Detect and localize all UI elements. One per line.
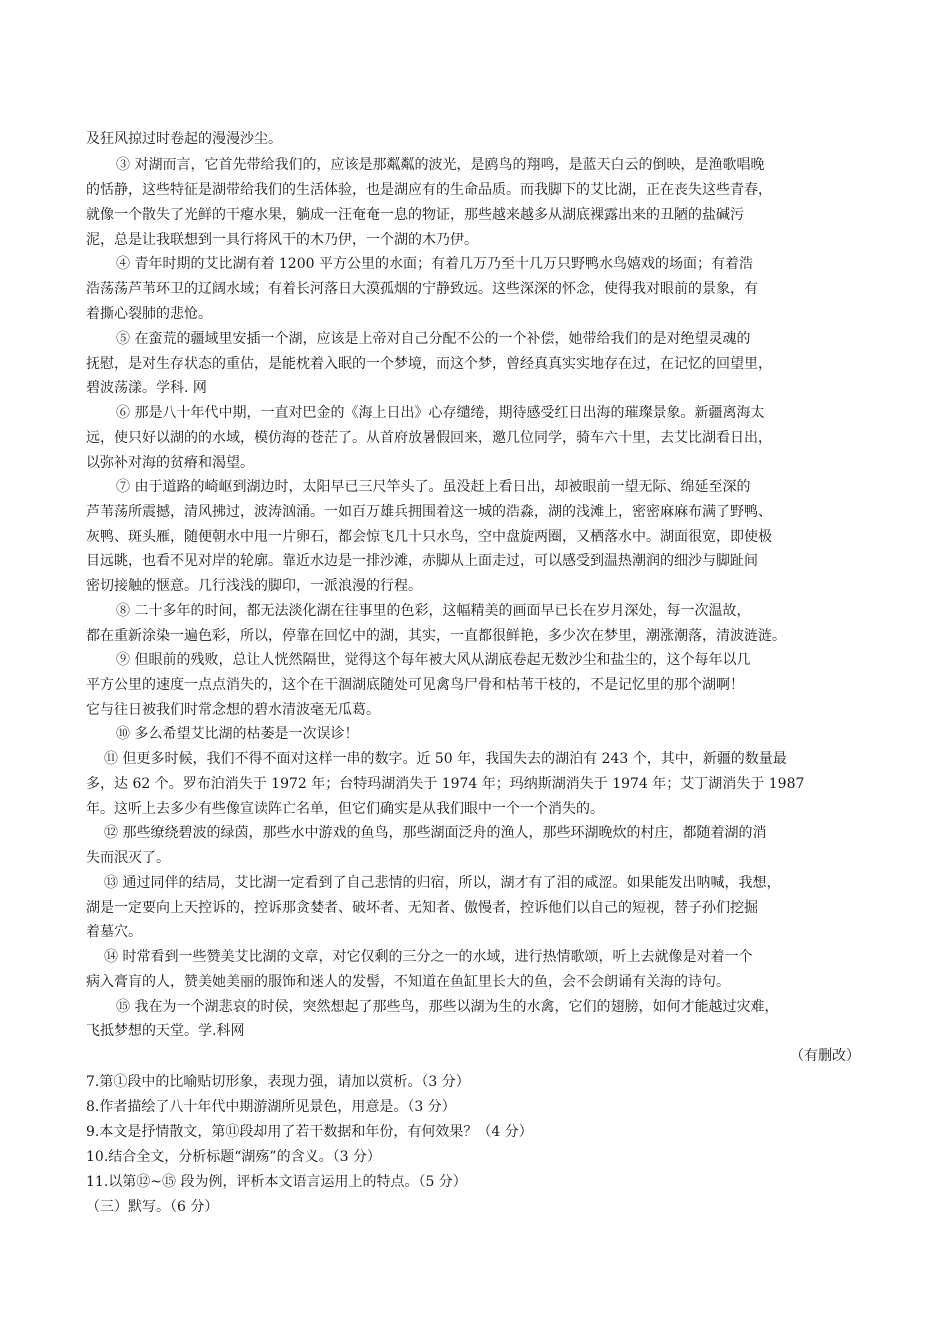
text-line: 都在重新涂染一遍色彩，所以，停靠在回忆中的湖，其实，一直都很鲜艳，多少次在梦里，潮涨潮落，清波涟涟。 xyxy=(86,628,786,644)
text-line: 及狂风掠过时卷起的漫漫沙尘。 xyxy=(86,131,282,147)
question-10: 10.结合全文，分析标题“湖殇”的含义。（3 分） xyxy=(86,1149,381,1165)
text-line: ⑨ 但眼前的残败，总让人恍然隔世，觉得这个每年被大风从湖底卷起无数沙尘和盐尘的，这个每年以几 xyxy=(116,652,751,668)
text-line: 以弥补对海的贫瘠和渴望。 xyxy=(86,455,254,471)
text-line: 浩荡荡芦苇环卫的辽阔水域；有着长河落日大漠孤烟的宁静致远。这些深深的怀念，使得我对眼前的景象，有 xyxy=(86,281,758,297)
text-line: ⑦ 由于道路的崎岖到湖边时，太阳早已三尺竿头了。虽没赶上看日出，却被眼前一望无际、绵延至深的 xyxy=(116,479,751,495)
text-line: ⑤ 在蛮荒的疆域里安插一个湖，应该是上帝对自己分配不公的一个补偿，她带给我们的是对绝望灵魂的 xyxy=(116,331,751,347)
text-line: 年。这听上去多少有些像宣读阵亡名单，但它们确实是从我们眼中一个一个消失的。 xyxy=(86,801,604,817)
question-8: 8.作者描绘了八十年代中期游湖所见景色，用意是。（3 分） xyxy=(86,1099,456,1115)
text-line: 就像一个散失了光鲜的干瘪水果，躺成一汪奄奄一息的物证，那些越来越多从湖底裸露出来的丑陋的盐碱污 xyxy=(86,207,744,223)
text-line: ⑧ 二十多年的时间，都无法淡化湖在往事里的色彩，这幅精美的画面早已长在岁月深处，每一次温故， xyxy=(116,603,751,619)
question-11: 11.以第⑫~⑮ 段为例，评析本文语言运用上的特点。（5 分） xyxy=(86,1174,467,1190)
text-line: 碧波荡漾。学科. 网 xyxy=(86,380,207,396)
text-line: 病入膏肓的人，赞美她美丽的服饰和迷人的发髻，不知道在鱼缸里长大的鱼，会不会朗诵有关海的诗句。 xyxy=(86,974,730,990)
text-line: ④ 青年时期的艾比湖有着 1200 平方公里的水面；有着几万乃至十几万只野鸭水鸟嬉戏的场面；有着浩 xyxy=(116,256,753,272)
text-line: ⑩ 多么希望艾比湖的枯萎是一次误诊！ xyxy=(116,726,359,742)
text-line: ⑬ 通过同伴的结局，艾比湖一定看到了自己悲情的归宿，所以，湖才有了泪的咸涩。如果能发出呐喊，我想， xyxy=(104,875,781,891)
text-line: 失而泯灭了。 xyxy=(86,850,170,866)
source-note: （有删改） xyxy=(790,1048,860,1064)
text-line: 目远眺，也看不见对岸的轮廓。靠近水边是一排沙滩，赤脚从上面走过，可以感受到温热潮润的细沙与脚趾间 xyxy=(86,553,758,569)
text-line: 远，使只好以湖的的水域，模仿海的苍茫了。从首府放暑假回来，邀几位同学，骑车六十里，去艾比湖看日出， xyxy=(86,430,772,446)
text-line: ⑥ 那是八十年代中期，一直对巴金的《海上日出》心存缱绻，期待感受红日出海的璀璨景象。新疆离海太 xyxy=(116,405,765,421)
text-line: 飞抵梦想的天堂。学.科网 xyxy=(86,1023,245,1039)
text-line: 抚慰，是对生存状态的重估，是能枕着入眠的一个梦境，而这个梦，曾经真真实实地存在过，在记忆的回望里， xyxy=(86,356,772,372)
section-heading-dictation: （三）默写。（6 分） xyxy=(86,1199,219,1215)
text-line: ③ 对湖而言，它首先带给我们的，应该是那粼粼的波光，是鸥鸟的翔鸣，是蓝天白云的倒映，是渔歌唱晚 xyxy=(116,157,765,173)
text-line: 湖是一定要向上天控诉的，控诉那贪婪者、破坏者、无知者、傲慢者，控诉他们以自己的短视，替子孙们挖掘 xyxy=(86,900,758,916)
text-line: 它与往日被我们时常念想的碧水清波毫无瓜葛。 xyxy=(86,702,380,718)
text-line: ⑫ 那些缭绕碧波的绿茵，那些水中游戏的鱼鸟，那些湖面泛舟的渔人，那些环湖晚炊的村庄，都随着湖的消 xyxy=(104,825,767,841)
text-line: 的恬静，这些特征是湖带给我们的生活体验，也是湖应有的生命品质。而我脚下的艾比湖，正在丧失这些青春， xyxy=(86,182,772,198)
text-line: 多，达 62 个。罗布泊消失于 1972 年；台特玛湖消失于 1974 年；玛纳斯湖消失于 1974 年；艾丁湖消失于 1987 xyxy=(86,776,805,792)
text-line: 着墓穴。 xyxy=(86,924,142,940)
text-line: 灰鸭、斑头雁，随便朝水中甩一片卵石，都会惊飞几十只水鸟，空中盘旋两圈，又栖落水中。湖面很宽，即使极 xyxy=(86,529,772,545)
text-line: 着撕心裂肺的悲怆。 xyxy=(86,306,212,322)
text-line: 平方公里的速度一点点消失的，这个在干涸湖底随处可见禽鸟尸骨和枯苇干枝的，不是记忆里的那个湖啊！ xyxy=(86,677,744,693)
question-9: 9.本文是抒情散文，第⑪段却用了若干数据和年份，有何效果？（4 分） xyxy=(86,1124,533,1140)
text-line: 密切接触的惬意。几行浅浅的脚印，一派浪漫的行程。 xyxy=(86,578,422,594)
text-line: ⑮ 我在为一个湖悲哀的时侯，突然想起了那些鸟，那些以湖为生的水禽，它们的翅膀，如何才能越过灾难， xyxy=(116,999,779,1015)
question-7: 7.第①段中的比喻贴切形象，表现力强，请加以赏析。（3 分） xyxy=(86,1074,470,1090)
text-line: 泥，总是让我联想到一具行将风干的木乃伊，一个湖的木乃伊。 xyxy=(86,232,478,248)
text-line: 芦苇荡所震撼，清风拂过，波涛汹涌。一如百万雄兵拥围着这一城的浩淼，湖的浅滩上，密密麻麻布满了野鸭、 xyxy=(86,504,772,520)
text-line: ⑭ 时常看到一些赞美艾比湖的文章，对它仅剩的三分之一的水域，进行热情歌颂，听上去就像是对着一个 xyxy=(104,949,753,965)
text-line: ⑪ 但更多时候，我们不得不面对这样一串的数字。近 50 年，我国失去的湖泊有 243 个，其中，新疆的数量最 xyxy=(104,751,787,767)
